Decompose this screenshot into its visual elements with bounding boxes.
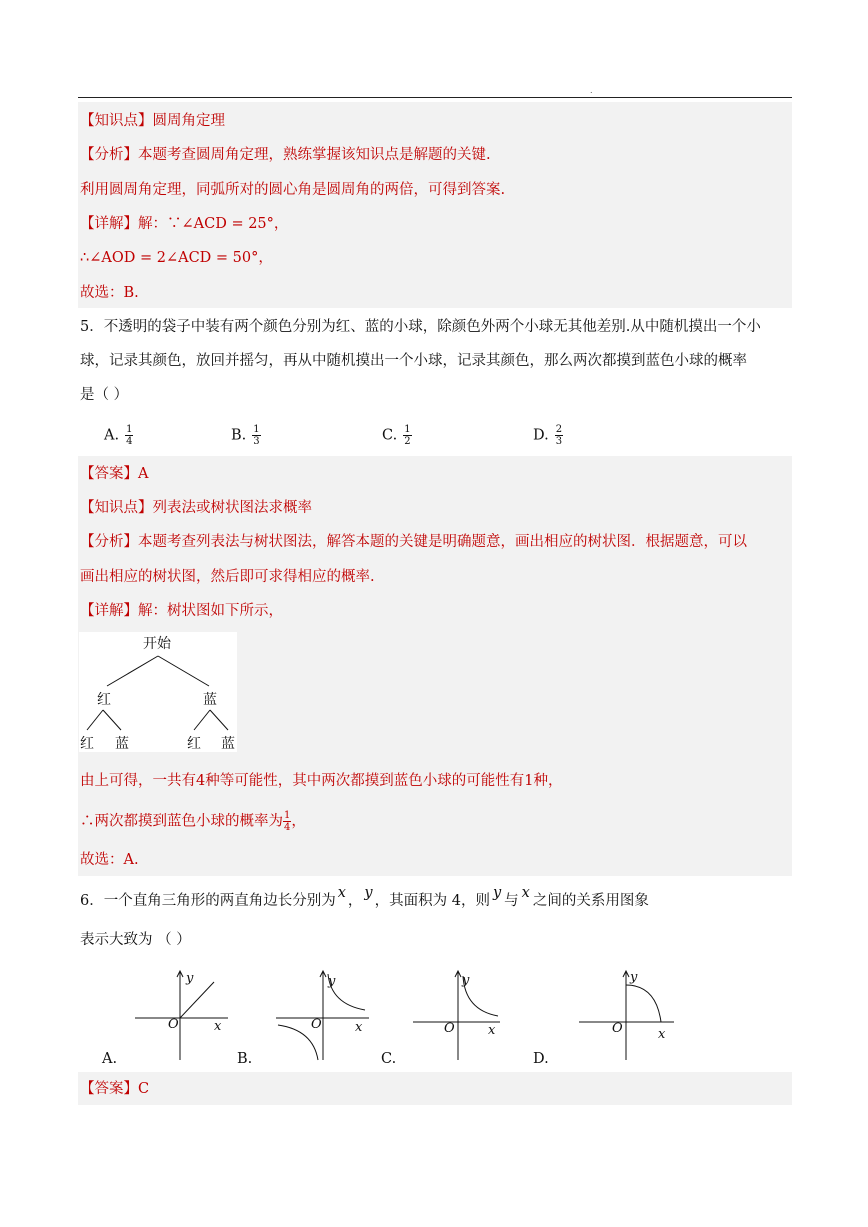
tree-leaf-2: 蓝 <box>115 736 129 752</box>
prev-detail-line: 【详解】解：∵∠ACD = 25°， <box>80 216 289 232</box>
q5-option-a: A. $\frac{1}{4}$ <box>104 424 133 447</box>
q6-graph-c <box>410 968 510 1067</box>
q5-knowledge-line: 【知识点】列表法或树状图法求概率 <box>80 500 312 516</box>
q6-graph-b <box>273 968 373 1067</box>
probability-tree-diagram <box>79 632 237 752</box>
svg-text:x: x <box>488 1023 496 1038</box>
q5-analysis-line-2: 画出相应的树状图，然后即可求得相应的概率. <box>80 569 375 585</box>
q6-line-1: 6．一个直角三角形的两直角边长分别为 x ， y ，其面积为 4，则 y 与 x 之间的关系用图象 <box>80 885 649 909</box>
svg-text:x: x <box>658 1027 666 1042</box>
q5-detail-line: 【详解】解：树状图如下所示， <box>80 603 283 619</box>
tree-node-red: 红 <box>97 692 111 708</box>
svg-text:x: x <box>214 1019 222 1034</box>
q6-answer-line: 【答案】C <box>80 1081 150 1097</box>
q5-line-2: 球，记录其颜色，放回并摇匀，再从中随机摸出一个小球，记录其颜色，那么两次都摸到蓝色小球的概率 <box>80 353 747 369</box>
q5-result-2: ∴两次都摸到蓝色小球的概率为 $\frac{1}{4}$ ， <box>80 810 306 833</box>
prev-analysis-line-2: 利用圆周角定理，同弧所对的圆心角是圆周角的两倍，可得到答案. <box>80 182 506 198</box>
tree-leaf-1: 红 <box>80 736 94 752</box>
q5-analysis-line: 【分析】本题考查列表法与树状图法，解答本题的关键是明确题意，画出相应的树状图．根据题意，可以 <box>80 534 747 550</box>
svg-text:O: O <box>444 1021 455 1036</box>
svg-text:x: x <box>355 1020 363 1035</box>
svg-text:O: O <box>612 1021 623 1036</box>
header-rule <box>78 97 792 98</box>
q6-graph-d <box>576 968 676 1067</box>
header-dot: . <box>590 86 593 95</box>
svg-text:y: y <box>462 973 470 988</box>
prev-solution-block <box>78 102 792 308</box>
q6-graph-a <box>132 968 232 1067</box>
tree-root: 开始 <box>143 636 171 652</box>
q5-choice: 故选：A. <box>80 852 139 868</box>
q5-option-b: B. $\frac{1}{3}$ <box>231 424 260 447</box>
q6-option-b: B. <box>237 1051 253 1067</box>
svg-text:y: y <box>186 971 194 986</box>
q6-solution-block <box>78 1072 792 1105</box>
q5-option-d: D. $\frac{2}{3}$ <box>533 424 563 447</box>
q5-answer-line: 【答案】A <box>80 466 149 482</box>
q5-option-c: C. $\frac{1}{2}$ <box>382 424 411 447</box>
tree-leaf-3: 红 <box>187 736 201 752</box>
tree-node-blue: 蓝 <box>203 692 217 708</box>
q5-line-1: 5．不透明的袋子中装有两个颜色分别为红、蓝的小球，除颜色外两个小球无其他差别.从中随机摸出一个小 <box>80 319 761 335</box>
svg-text:O: O <box>311 1017 322 1032</box>
q5-result-1: 由上可得，一共有4种等可能性，其中两次都摸到蓝色小球的可能性有1种， <box>80 773 563 789</box>
svg-text:O: O <box>168 1017 179 1032</box>
tree-leaf-4: 蓝 <box>221 736 235 752</box>
q6-option-a: A. <box>102 1051 118 1067</box>
prev-step-2: ∴∠AOD = 2∠ACD = 50°， <box>80 250 273 266</box>
q5-line-3: 是（ ） <box>80 387 129 403</box>
q6-option-d: D. <box>533 1051 549 1067</box>
q6-option-c: C. <box>381 1051 397 1067</box>
prev-choice: 故选：B. <box>80 285 139 301</box>
q6-line-2: 表示大致为 （ ） <box>80 932 191 948</box>
svg-text:y: y <box>328 974 336 989</box>
prev-analysis-line: 【分析】本题考查圆周角定理，熟练掌握该知识点是解题的关键. <box>80 147 491 163</box>
prev-knowledge-line: 【知识点】圆周角定理 <box>80 113 225 129</box>
svg-text:y: y <box>630 970 638 985</box>
